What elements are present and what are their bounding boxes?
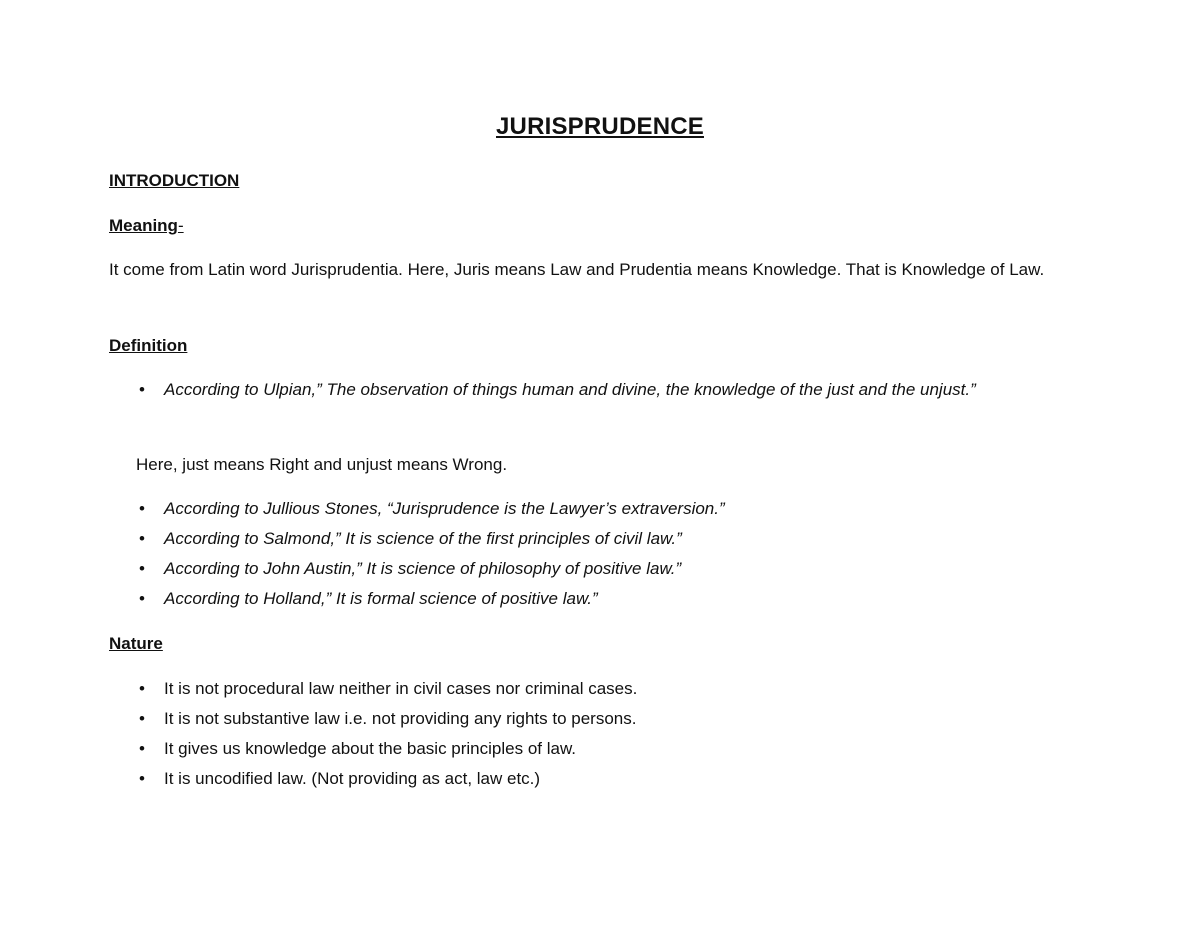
- bullet-icon: •: [139, 679, 145, 698]
- bullet-icon: •: [139, 769, 145, 788]
- bullet-icon: •: [139, 739, 145, 758]
- definition-heading: Definition: [109, 336, 188, 355]
- definition-item-text: According to Ulpian,” The observation of things human and divine, the knowledge of the just and the unjust.”: [164, 380, 976, 399]
- nature-item: [0, 674, 1044, 704]
- bullet-icon: •: [139, 559, 145, 578]
- nature-item-text: It gives us knowledge about the basic principles of law.: [164, 739, 577, 758]
- introduction-heading: INTRODUCTION: [109, 171, 240, 190]
- definition-list: [0, 494, 1044, 614]
- nature-item-text: It is uncodified law. (Not providing as act, law etc.): [164, 769, 541, 788]
- definition-item: [0, 524, 1044, 554]
- nature-list: [0, 674, 1044, 794]
- definition-item-text: According to Jullious Stones, “Jurisprudence is the Lawyer’s extraversion.”: [164, 499, 725, 518]
- definition-item-text: According to John Austin,” It is science of philosophy of positive law.”: [164, 559, 682, 578]
- definition-note: Here, just means Right and unjust means Wrong.: [136, 455, 508, 474]
- meaning-heading-dash: -: [177, 216, 184, 235]
- nature-item-text: It is not substantive law i.e. not providing any rights to persons.: [164, 709, 637, 728]
- bullet-icon: •: [139, 380, 145, 399]
- definition-item-text: According to Holland,” It is formal science of positive law.”: [164, 589, 598, 608]
- nature-item: [0, 764, 1044, 794]
- definition-item-text: According to Salmond,” It is science of the first principles of civil law.”: [164, 529, 682, 548]
- meaning-heading-label: Meaning: [109, 216, 178, 235]
- definition-item: [0, 554, 1044, 584]
- nature-item: [0, 704, 1044, 734]
- bullet-icon: •: [139, 529, 145, 548]
- bullet-icon: •: [139, 589, 145, 608]
- bullet-icon: •: [139, 709, 145, 728]
- nature-item: [0, 734, 1044, 764]
- definition-item: [0, 584, 1044, 614]
- definition-item: [0, 494, 1044, 524]
- definition-first-list: [0, 375, 1044, 405]
- bullet-icon: •: [139, 499, 145, 518]
- nature-heading: Nature: [109, 634, 163, 653]
- definition-item-ulpian: [0, 375, 1044, 405]
- nature-item-text: It is not procedural law neither in civil cases nor criminal cases.: [164, 679, 638, 698]
- meaning-heading: [109, 216, 184, 236]
- meaning-paragraph: It come from Latin word Jurisprudentia. Here, Juris means Law and Prudentia means Knowledge. That is Knowledge of Law.: [109, 260, 1045, 279]
- document-title: JURISPRUDENCE: [496, 113, 704, 140]
